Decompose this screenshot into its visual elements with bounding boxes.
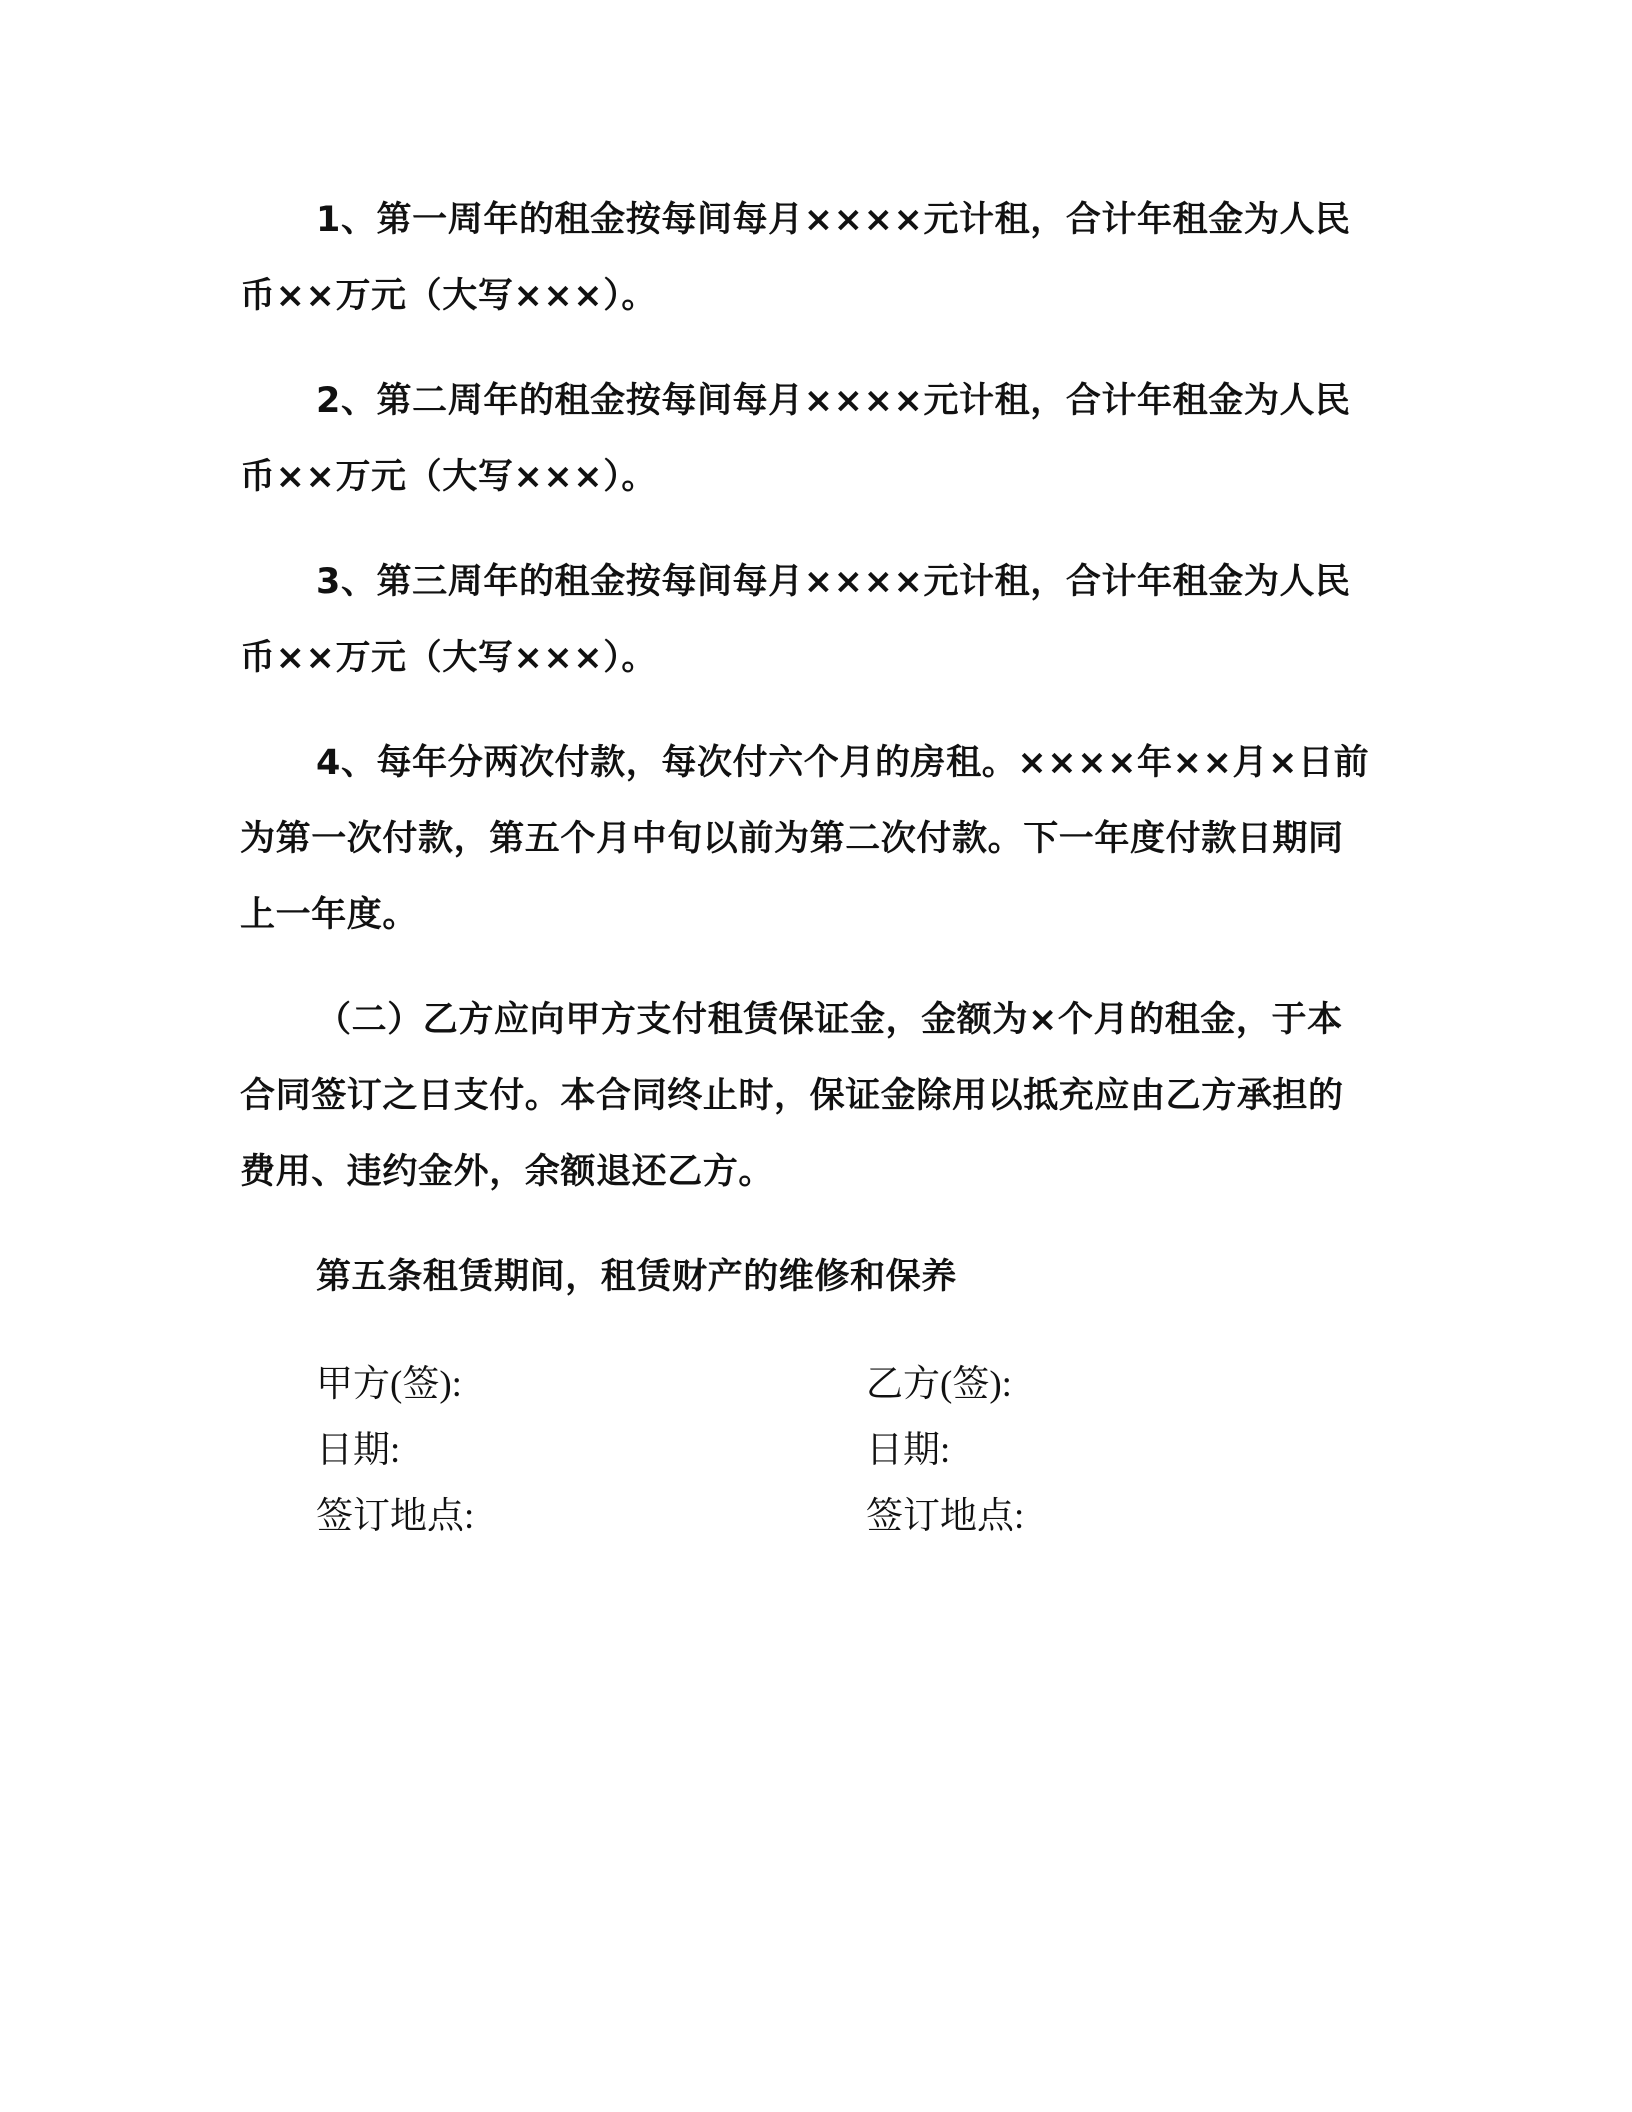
- signature-row-sign: [316, 1352, 1136, 1418]
- signature-block: [316, 1352, 1136, 1550]
- paragraph-payment-schedule: 4、每年分两次付款，每次付六个月的房租。××××年××月×日前为第一次付款，第五个月中旬以前为第二次付款。下一年度付款日期同上一年度。: [240, 743, 1370, 935]
- party-b-place-label: 签订地点:: [866, 1496, 1025, 1537]
- party-b-sign-label: 乙方(签):: [866, 1364, 1012, 1405]
- party-a-sign-label: 甲方(签):: [316, 1364, 462, 1405]
- signature-row-place: [316, 1484, 1136, 1550]
- document-body: [240, 182, 1375, 1315]
- party-a-place-label: 签订地点:: [316, 1496, 475, 1537]
- party-b-date-label: 日期:: [866, 1430, 951, 1471]
- section-heading-article-5: 第五条租赁期间，租赁财产的维修和保养: [316, 1257, 957, 1297]
- party-a-date-label: 日期:: [316, 1430, 401, 1471]
- paragraph-rent-year-1: 1、第一周年的租金按每间每月××××元计租，合计年租金为人民币××万元（大写×××）。: [240, 200, 1351, 316]
- paragraph-security-deposit: （二）乙方应向甲方支付租赁保证金，金额为×个月的租金，于本合同签订之日支付。本合同终止时，保证金除用以抵充应由乙方承担的费用、违约金外，余额退还乙方。: [240, 1000, 1344, 1192]
- paragraph-rent-year-2: 2、第二周年的租金按每间每月××××元计租，合计年租金为人民币××万元（大写×××）。: [240, 381, 1351, 497]
- signature-row-date: [316, 1418, 1136, 1484]
- paragraph-rent-year-3: 3、第三周年的租金按每间每月××××元计租，合计年租金为人民币××万元（大写×××）。: [240, 562, 1351, 678]
